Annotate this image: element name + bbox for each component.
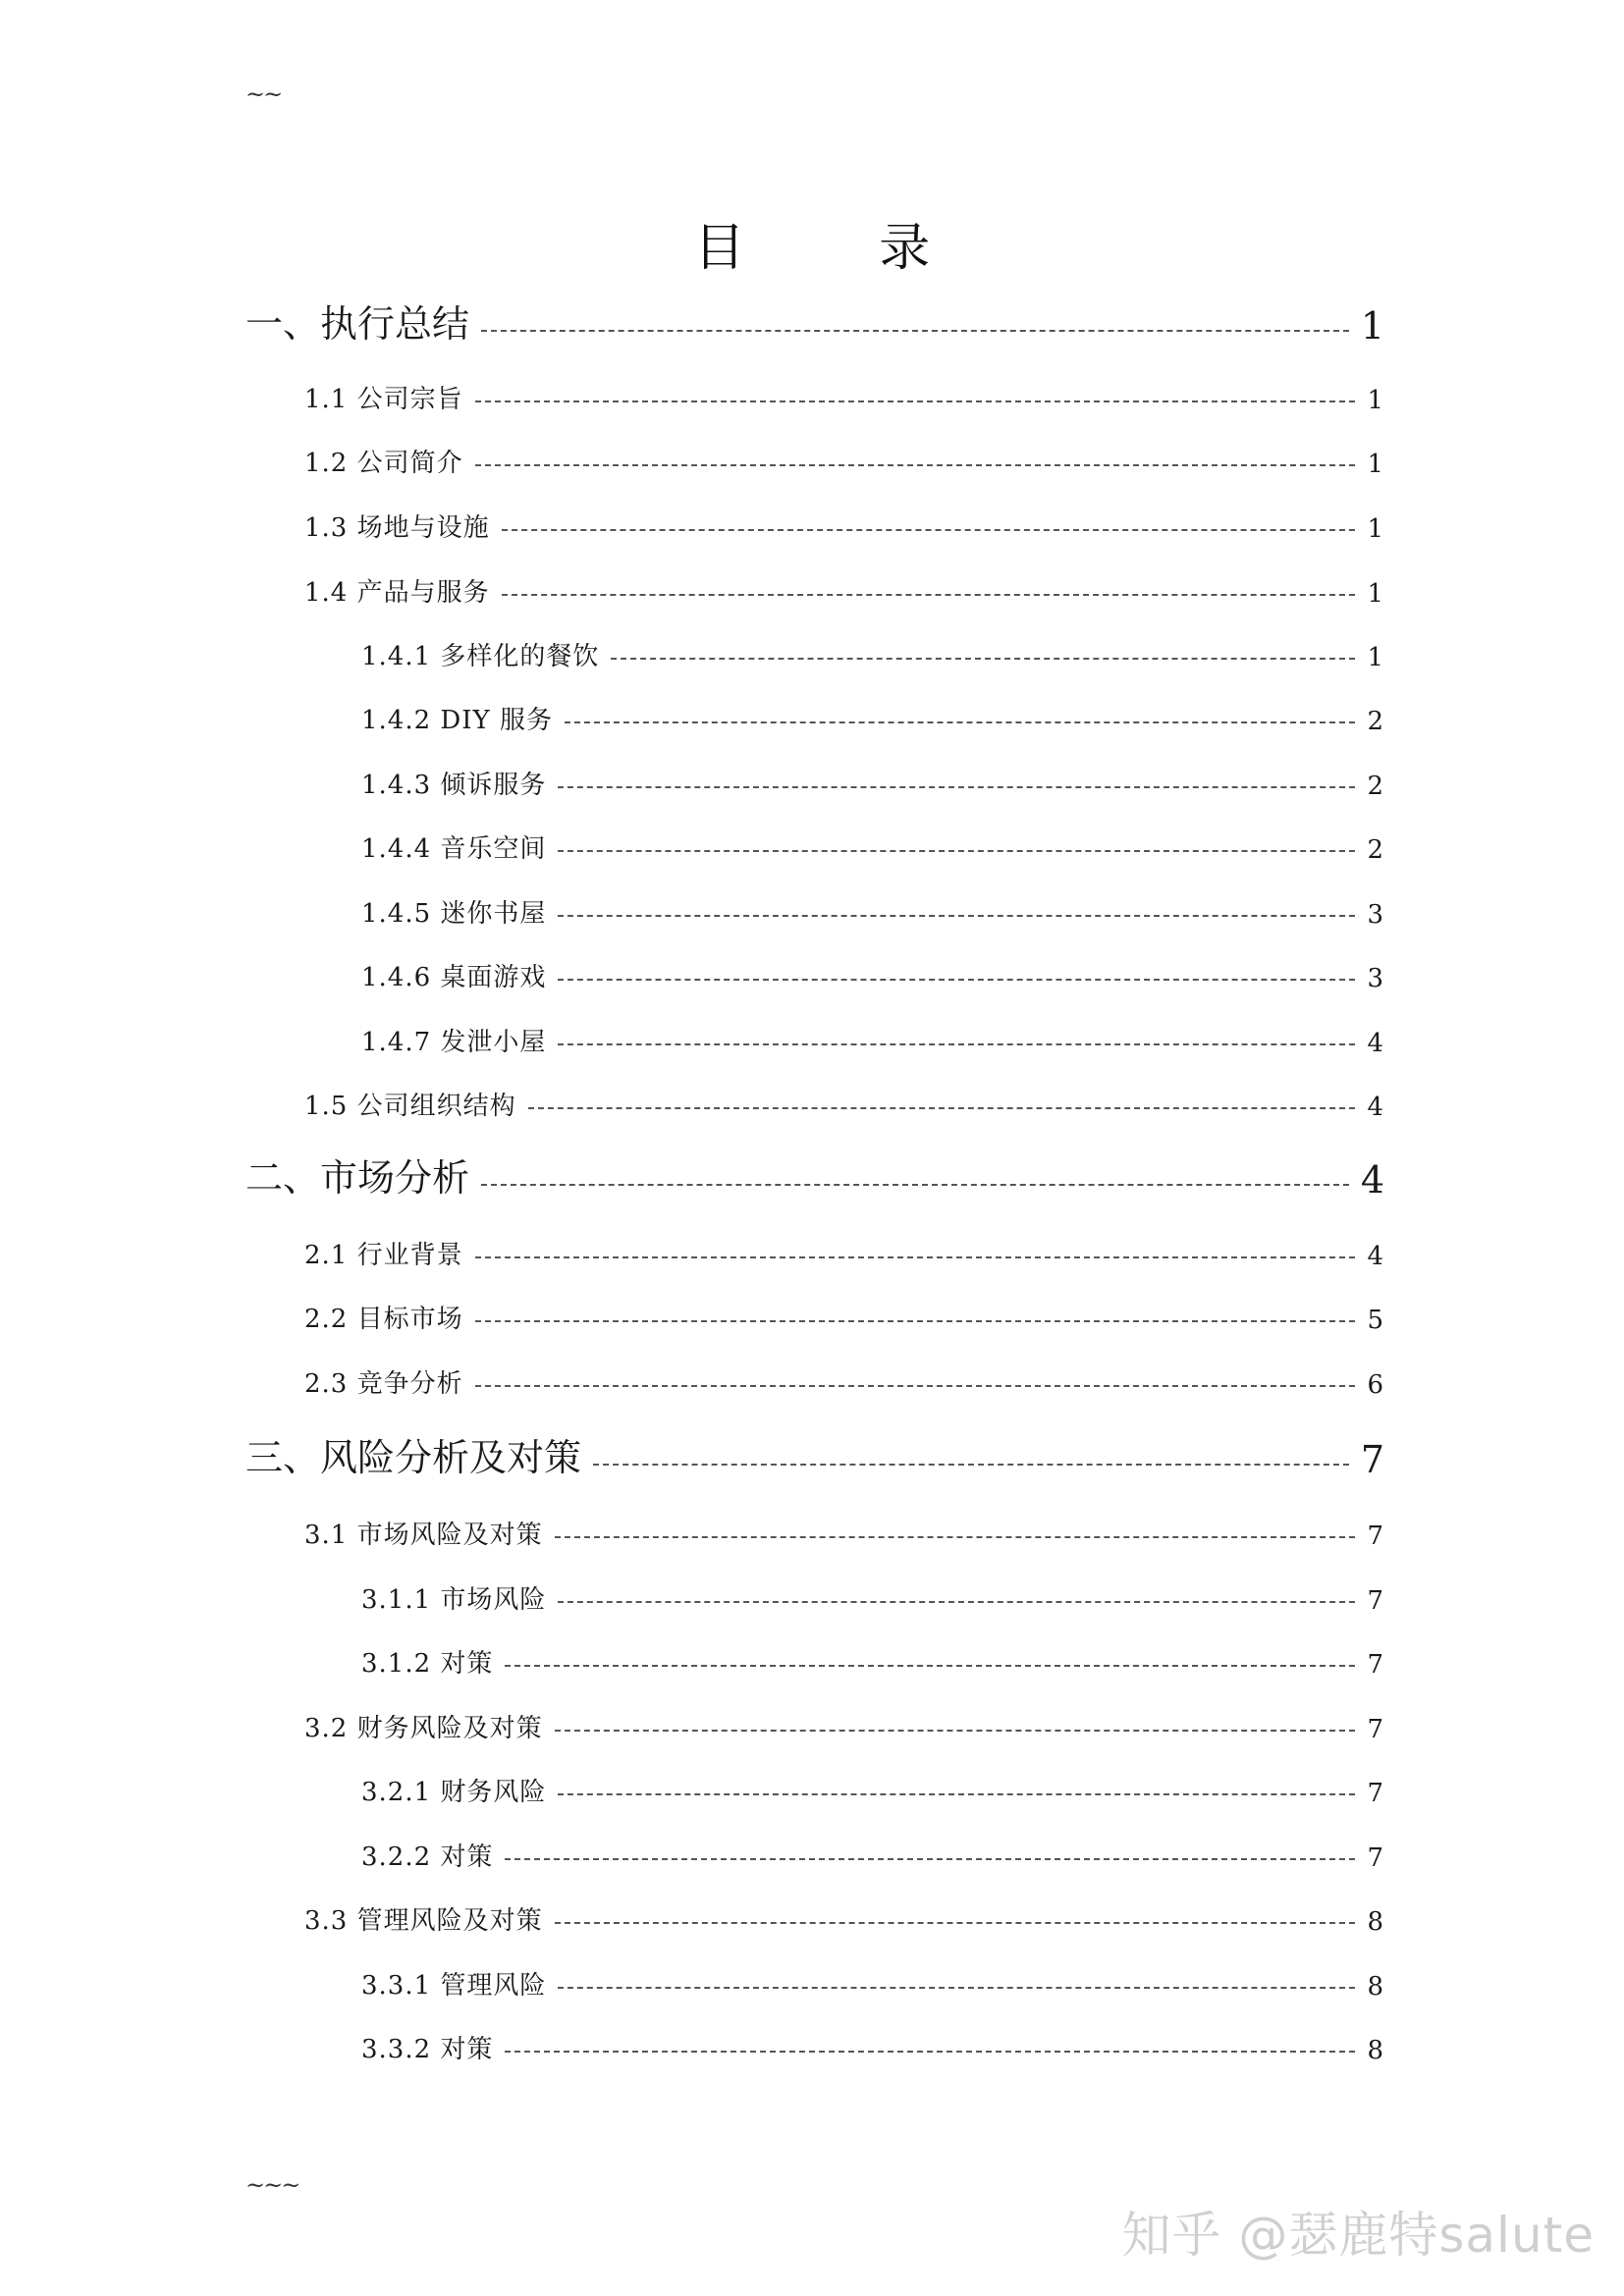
toc-entry-page-number: 5 [1367,1306,1384,1335]
toc-entry-page-number: 7 [1367,1586,1384,1616]
toc-entry-page-number: 7 [1367,1779,1384,1808]
toc-leader-dashes [558,979,1355,981]
toc-entry-page-number: 1 [1367,386,1384,415]
toc-entry-page-number: 3 [1367,900,1384,930]
toc-entry[interactable] [361,1640,1384,1680]
toc-leader-dashes [558,850,1355,852]
toc-leader-dashes [481,330,1349,332]
toc-entry-label: 1.4.6 桌面游戏 [361,963,547,992]
toc-entry[interactable] [361,697,1384,736]
toc-entry-label: 三、风险分析及对策 [245,1436,582,1479]
toc-entry[interactable] [245,1148,1384,1201]
toc-entry[interactable] [304,1083,1384,1122]
toc-entry[interactable] [361,633,1384,672]
toc-entry-page-number: 4 [1367,1242,1384,1271]
toc-entry[interactable] [361,762,1384,801]
toc-entry-page-number: 4 [1360,1158,1384,1201]
toc-entry[interactable] [361,1769,1384,1808]
toc-entry-label: 1.1 公司宗旨 [304,385,463,414]
toc-leader-dashes [502,529,1356,531]
toc-entry[interactable] [361,1019,1384,1058]
toc-entry[interactable] [304,1705,1384,1744]
toc-entry-label: 1.5 公司组织结构 [304,1092,516,1121]
toc-entry-label: 2.2 目标市场 [304,1305,463,1334]
toc-leader-dashes [475,400,1356,402]
toc-entry-label: 2.3 竞争分析 [304,1369,463,1399]
toc-entry-page-number: 1 [1367,579,1384,609]
toc-leader-dashes [555,1536,1356,1538]
toc-entry[interactable] [304,1361,1384,1400]
toc-leader-dashes [558,786,1355,788]
toc-entry[interactable] [361,2026,1384,2065]
toc-entry-page-number: 1 [1367,514,1384,544]
toc-leader-dashes [555,1922,1356,1924]
page-header-mark: ~~ [245,80,282,108]
toc-leader-dashes [505,1858,1355,1860]
toc-leader-dashes [528,1107,1356,1109]
toc-entry-label: 1.3 场地与设施 [304,513,490,543]
toc-entry-label: 1.4.4 音乐空间 [361,834,547,864]
toc-leader-dashes [481,1184,1349,1186]
toc-leader-dashes [505,1665,1355,1667]
toc-leader-dashes [502,594,1356,596]
toc-entry-page-number: 2 [1367,772,1384,801]
toc-entry[interactable] [304,1296,1384,1335]
toc-entry-label: 3.1 市场风险及对策 [304,1521,543,1550]
toc-entry-label: 2.1 行业背景 [304,1241,463,1270]
toc-entry-label: 1.4 产品与服务 [304,578,490,608]
toc-entry[interactable] [361,826,1384,865]
toc-entry-page-number: 6 [1367,1370,1384,1400]
toc-leader-dashes [558,1793,1355,1795]
toc-entry-label: 3.2 财务风险及对策 [304,1714,543,1743]
toc-entry-page-number: 7 [1367,1715,1384,1744]
toc-entry[interactable] [304,1512,1384,1551]
toc-entry-label: 1.4.2 DIY 服务 [361,706,553,735]
toc-entry[interactable] [304,505,1384,544]
toc-entry-page-number: 1 [1360,304,1384,347]
toc-leader-dashes [593,1464,1349,1466]
toc-leader-dashes [558,1043,1355,1045]
toc-leader-dashes [475,1320,1356,1322]
toc-entry-label: 3.2.1 财务风险 [361,1778,547,1807]
toc-entry-label: 1.4.3 倾诉服务 [361,771,547,800]
toc-leader-dashes [475,1256,1356,1258]
toc-entry-label: 1.4.7 发泄小屋 [361,1028,547,1057]
toc-entry-label: 一、执行总结 [245,302,470,346]
toc-entry-label: 1.2 公司简介 [304,449,463,478]
toc-leader-dashes [558,1987,1355,1989]
toc-leader-dashes [558,915,1355,917]
toc-entry-label: 二、市场分析 [245,1156,470,1200]
toc-entry[interactable] [361,1576,1384,1616]
toc-entry-page-number: 7 [1367,1650,1384,1680]
toc-entry-page-number: 2 [1367,835,1384,865]
toc-entry-label: 3.1.2 对策 [361,1649,494,1679]
toc-entry-page-number: 1 [1367,450,1384,479]
toc-entry[interactable] [304,376,1384,415]
page-footer-mark: ~~~ [245,2171,299,2199]
toc-entry-page-number: 2 [1367,707,1384,736]
toc-entry-page-number: 7 [1367,1522,1384,1551]
toc-entry-label: 3.3 管理风险及对策 [304,1906,543,1936]
watermark: 知乎 @瑟鹿特salute [1121,2207,1595,2264]
toc-title: 目 录 [693,219,990,278]
toc-entry-page-number: 8 [1367,2036,1384,2065]
toc-leader-dashes [475,464,1356,466]
toc-entry-page-number: 8 [1367,1972,1384,2002]
toc-leader-dashes [475,1385,1356,1387]
toc-entry-label: 1.4.1 多样化的餐饮 [361,642,600,671]
toc-entry[interactable] [304,1232,1384,1271]
toc-entry-label: 3.3.2 对策 [361,2035,494,2064]
toc-leader-dashes [505,2051,1355,2053]
toc-entry[interactable] [361,890,1384,930]
toc-entry-label: 3.3.1 管理风险 [361,1971,547,2001]
toc-leader-dashes [558,1601,1355,1603]
toc-entry[interactable] [304,1897,1384,1937]
toc-entry-page-number: 3 [1367,964,1384,993]
toc-leader-dashes [555,1730,1356,1732]
toc-leader-dashes [611,658,1355,660]
toc-entry[interactable] [245,294,1384,347]
toc-leader-dashes [565,721,1355,723]
toc-entry-label: 1.4.5 迷你书屋 [361,899,547,929]
toc-entry-page-number: 7 [1360,1438,1384,1481]
toc-entry[interactable] [245,1428,1384,1481]
toc-entry-page-number: 4 [1367,1093,1384,1122]
toc-entry[interactable] [361,1834,1384,1873]
toc-entry-page-number: 1 [1367,643,1384,672]
toc-entry[interactable] [361,1962,1384,2002]
toc-entry-label: 3.1.1 市场风险 [361,1585,547,1615]
toc-entry-page-number: 4 [1367,1029,1384,1058]
toc-entry[interactable] [361,954,1384,993]
toc-entry-page-number: 8 [1367,1907,1384,1937]
toc-entry[interactable] [304,440,1384,479]
toc-entry-label: 3.2.2 对策 [361,1842,494,1872]
toc-entry[interactable] [304,569,1384,609]
toc-entry-page-number: 7 [1367,1843,1384,1873]
